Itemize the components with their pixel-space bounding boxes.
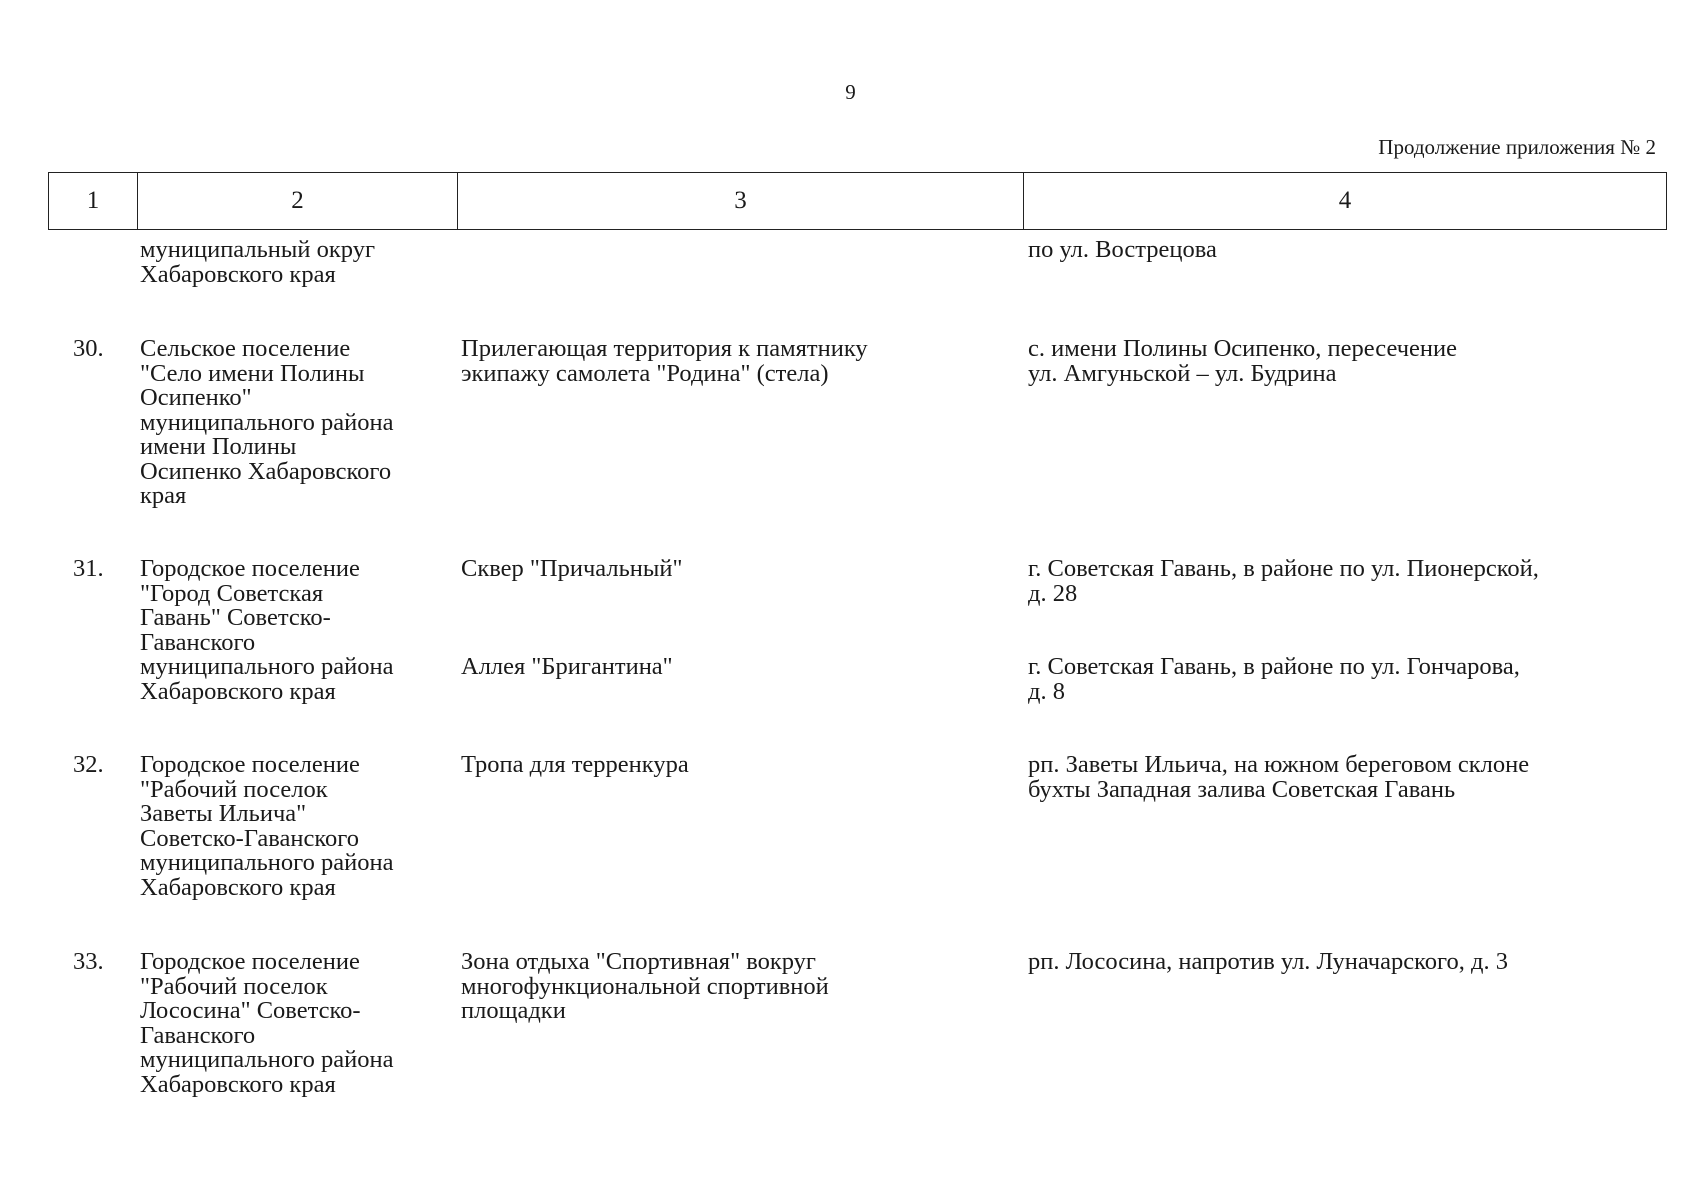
text-line: бухты Западная залива Советская Гавань — [1028, 775, 1456, 803]
text-line: Тропа для терренкура — [461, 751, 689, 778]
text-line: Советско-Гаванского — [140, 824, 359, 852]
text-line: Городское поселение — [140, 751, 360, 778]
object-name-cell — [461, 950, 829, 1024]
table-header — [48, 172, 1667, 230]
text-line: Городское поселение — [140, 555, 360, 582]
text-line: "Рабочий поселок — [140, 775, 328, 803]
text-line: многофункциональной спортивной — [461, 972, 829, 1000]
text-line: Хабаровского края — [140, 1070, 336, 1098]
text-line: Лососина" Советско- — [140, 997, 361, 1024]
text-line: Гаванского — [140, 1021, 256, 1049]
object-address-cell — [1028, 950, 1508, 975]
header-col-2: 2 — [137, 173, 457, 229]
text-line: "Село имени Полины — [140, 359, 365, 387]
text-line: "Город Советская — [140, 579, 324, 607]
settlement-cell — [140, 337, 393, 509]
object-address-cell — [1028, 557, 1539, 606]
appendix-continuation-label: Продолжение приложения № 2 — [1378, 135, 1656, 159]
row-number: 30. — [73, 335, 104, 362]
text-line: "Рабочий поселок — [140, 972, 328, 1000]
object-address-cell — [1028, 753, 1529, 802]
text-line: д. 28 — [1028, 579, 1078, 607]
row-number: 32. — [73, 751, 104, 778]
header-col-4: 4 — [1023, 173, 1666, 229]
text-line: Хабаровского края — [140, 677, 336, 705]
text-line: Хабаровского края — [140, 873, 336, 901]
text-line: рп. Лососина, напротив ул. Луначарского, д. 3 — [1028, 948, 1508, 975]
text-line: с. имени Полины Осипенко, пересечение — [1028, 335, 1458, 362]
text-line: по ул. Вострецова — [1028, 236, 1217, 263]
text-line: муниципального района — [140, 849, 394, 876]
settlement-cell — [140, 950, 393, 1097]
text-line: муниципального района — [140, 653, 394, 680]
text-line: г. Советская Гавань, в районе по ул. Гончарова, — [1028, 653, 1520, 680]
text-line: д. 8 — [1028, 677, 1065, 705]
text-line: Сквер "Причальный" — [461, 555, 683, 582]
text-line: Осипенко Хабаровского — [140, 457, 392, 485]
text-line: ул. Амгуньской – ул. Будрина — [1028, 359, 1337, 387]
object-address-cell — [1028, 655, 1520, 704]
page-number: 9 — [845, 80, 856, 104]
settlement-cell — [140, 557, 393, 704]
object-address-cell — [1028, 337, 1457, 386]
carryover-settlement — [140, 238, 375, 287]
header-col-1: 1 — [86, 187, 100, 214]
object-name-cell — [461, 753, 689, 778]
row-number: 33. — [73, 948, 104, 975]
text-line: имени Полины — [140, 433, 297, 460]
text-line: Прилегающая территория к памятнику — [461, 335, 868, 362]
object-name-cell — [461, 557, 682, 582]
text-line: Зона отдыха "Спортивная" вокруг — [461, 948, 816, 975]
text-line: края — [140, 482, 187, 509]
text-line: Городское поселение — [140, 948, 360, 975]
text-line: экипажу самолета "Родина" (стела) — [461, 359, 829, 387]
text-line: Хабаровского края — [140, 260, 336, 288]
text-line: Аллея "Бригантина" — [461, 653, 673, 680]
carryover-address — [1028, 238, 1217, 263]
text-line: Гаванского — [140, 628, 256, 656]
object-name-cell — [461, 655, 673, 680]
settlement-cell — [140, 753, 393, 900]
text-line: Заветы Ильича" — [140, 800, 307, 827]
text-line: г. Советская Гавань, в районе по ул. Пионерской, — [1028, 555, 1539, 582]
text-line: Гавань" Советско- — [140, 604, 331, 631]
object-name-cell — [461, 337, 868, 386]
text-line: муниципальный округ — [140, 236, 375, 263]
text-line: Осипенко" — [140, 384, 252, 411]
row-number: 31. — [73, 555, 104, 582]
text-line: рп. Заветы Ильича, на южном береговом склоне — [1028, 751, 1530, 778]
text-line: площадки — [461, 997, 566, 1024]
header-col-3: 3 — [457, 173, 1023, 229]
text-line: муниципального района — [140, 1046, 394, 1073]
text-line: Сельское поселение — [140, 335, 351, 362]
text-line: муниципального района — [140, 408, 394, 436]
